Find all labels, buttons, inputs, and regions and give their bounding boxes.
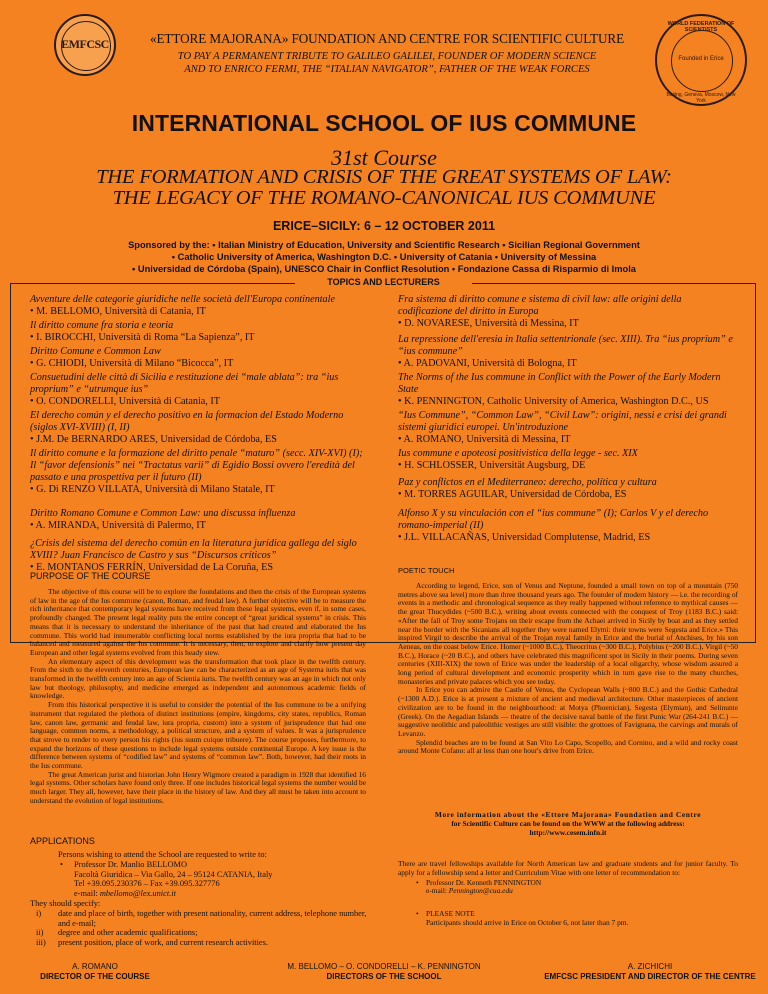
- topic-right-1: [398, 294, 733, 330]
- topic-right-3: [398, 372, 733, 408]
- note-block: [398, 910, 738, 928]
- item-number: i): [36, 908, 42, 918]
- tribute-line-1: TO PAY A PERMANENT TRIBUTE TO GALILEO GALILEI, FOUNDER OF MODERN SCIENCE: [177, 51, 597, 62]
- sponsors-line2: • Catholic University of America, Washington D.C. • University of Catania • University of Messina: [171, 252, 597, 262]
- tribute-line-2: AND TO ENRICO FERMI, THE “ITALIAN NAVIGATOR”, FATHER OF THE WEAK FORCES: [184, 64, 590, 75]
- topic-left-7: [30, 508, 365, 532]
- wfs-seal-sub: Founded in Erice: [678, 56, 724, 62]
- topics-frame-top-left: [10, 283, 295, 284]
- purpose-body: [30, 588, 366, 806]
- fellowship-block: [398, 860, 738, 928]
- contact-email-link[interactable]: mbellomo@lex.unict.it: [99, 889, 176, 899]
- topic-lecturer: • K. PENNINGTON, Catholic University of America, Washington D.C., US: [398, 396, 709, 407]
- poetic-heading: POETIC TOUCH: [398, 566, 455, 575]
- footer-middle-role: DIRECTORS OF THE SCHOOL: [326, 971, 442, 981]
- item-text: degree and other academic qualifications;: [58, 928, 198, 938]
- fellowship-contact-name: Professor Dr. Kenneth PENNINGTON: [426, 877, 542, 887]
- topic-left-3: [30, 346, 365, 370]
- topic-lecturer: • A. MIRANDA, Università di Palermo, IT: [30, 520, 206, 531]
- topic-title: Fra sistema di diritto comune e sistema di civil law: alle origini della codificazione del diritto in Europa: [398, 294, 682, 317]
- footer-right: [540, 962, 760, 981]
- note-label: PLEASE NOTE: [426, 909, 475, 919]
- emfcsc-seal-text: EMFCSC: [61, 37, 109, 51]
- topic-title: Il diritto comune e la formazione del diritto penale “maturo” (secc. XIV-XVI) (I); Il “favor defensionis” nei “Tractatus varii” di Egidio Bossi ovvero l'eredità del passato e una prospettiva per il futuro (II): [30, 448, 363, 483]
- applications-body: [30, 850, 375, 948]
- purpose-heading: PURPOSE OF THE COURSE: [30, 571, 151, 581]
- course-title-line1: THE FORMATION AND CRISIS OF THE GREAT SYSTEMS OF LAW:: [96, 166, 672, 188]
- topic-title: El derecho común y el derecho positivo en la formacion del Estado Moderno (siglos XVI-XVIII) (I, II): [30, 410, 344, 433]
- fellowship-contact: [398, 879, 738, 897]
- topics-frame-top-right: [472, 283, 756, 284]
- topic-lecturer: • G. Di RENZO VILLATA, Università di Milano Statale, IT: [30, 484, 275, 495]
- footer-left-role: DIRECTOR OF THE COURSE: [40, 971, 150, 981]
- poetic-paragraph: According to legend, Erice, son of Venus and Neptune, founded a small town on top of a mountain (750 metres above sea level) more than three thousand years ago. The founder of modern history — i.e. the recording of events in a methodic and chronological sequence as they really happened without reference to mythical causes — the great Thucydides (~500 B.C.), writing about events connected with the conquest of Troy (1183 B.C.) said: «After the fall of Troy some Trojans on their escape from the Achaei arrived in Sicily by boat and as they settled near the border with the Sicanians all together they were named Elymi: their towns were Segesta and Erice.» This inspired Virgil to describe the arrival of the Trojan royal family in Erice and the burial of Anchises, by his son Aeneas, on the coast below Erice. Homer (~1000 B.C.), Theocritus (~300 B.C.), Polybius (~200 B.C.), Virgil (~50 B.C.), Horace (~20 B.C.), and others have celebrated this magnificent spot in Sicily in their poems. During seven centuries (XIII-XIX) the town of Erice was under the leadership of a local oligarchy, whose wisdom assured a long period of cultural development and economic prosperity which in turn gave rise to the many churches, monasteries and private palaces which you see today.: [398, 581, 738, 686]
- contact-phone: Tel +39.095.230376 – Fax +39.095.327776: [74, 879, 220, 889]
- topic-right-7: [398, 508, 733, 544]
- poetic-paragraph: In Erice you can admire the Castle of Venus, the Cyclopean Walls (~800 B.C.) and the Gothic Cathedral (~1300 A.D.). Erice is at present a mixture of ancient and medieval architecture. Other masterpieces of ancient civilization are to be found in the neighbourhood: at Motya (Phoenician), Segesta (Elymian), and Selinunte (Greek). On the Aegadian Islands — theatre of the decisive naval battle of the first Punic War (264-241 B.C.) — suggestive neolithic and paleolithic vestiges are still visible: the grottoes of Favignana, the carvings and murals of Levanzo.: [398, 685, 738, 738]
- purpose-paragraph: The objective of this course will be to explore the foundations and then the crisis of the European systems of law in the age of the Ius commune (canon, Roman, and feudal law). A further objective will be to measure the rich inheritance that contemporary legal systems have received from these legal systems, even if, in some cases, profoundly changed. The present legal reality puts the entire concept of “great juridical systems” in crisis. This means that it is necessary to understand the inheritance of the past that had created and elaborated the Ius commune. This world had innumerable conflicting local norms established by the iura propria that had to be balanced and measured against the Ius commune. It is necessary, then, to explore and clarify how present day European and other legal systems evolved from this heady stew.: [30, 587, 366, 657]
- topics-header: TOPICS AND LECTURERS: [327, 277, 440, 287]
- topic-left-6: [30, 448, 365, 496]
- bullet-icon: •: [416, 877, 419, 887]
- email-label: e-mail:: [426, 886, 449, 896]
- footer-right-role: EMFCSC PRESIDENT AND DIRECTOR OF THE CENTRE: [544, 971, 756, 981]
- applications-heading: APPLICATIONS: [30, 836, 95, 846]
- topic-right-6: [398, 477, 733, 501]
- fellowship-email-link[interactable]: Pennington@cua.edu: [448, 886, 513, 896]
- fellowship-email-row: [426, 887, 738, 896]
- topic-lecturer: • D. NOVARESE, Università di Messina, IT: [398, 318, 579, 329]
- poetic-body: [398, 582, 738, 756]
- requirement-item: [30, 938, 375, 948]
- applications-intro: Persons wishing to attend the School are requested to write to:: [58, 850, 267, 859]
- topic-title: The Norms of the Ius commune in Conflict with the Power of the Early Modern State: [398, 372, 721, 395]
- topic-title: ¿Crisis del sistema del derecho común en la literatura jurídica gallega del siglo XVIII? Juan Francisco de Castro y sus “Discursos críticos”: [30, 538, 357, 561]
- school-title: INTERNATIONAL SCHOOL OF IUS COMMUNE: [131, 110, 637, 136]
- topic-lecturer: • M. BELLOMO, Università di Catania, IT: [30, 306, 206, 317]
- sponsors-line3: • Universidad de Córdoba (Spain), UNESCO Chair in Conflict Resolution • Fondazione Cassa di Risparmio di Imola: [132, 264, 636, 274]
- topic-title: Alfonso X y su vinculación con el “ius commune” (I); Carlos V y el derecho romano-imperial (II): [398, 508, 709, 531]
- contact-block: [30, 860, 375, 899]
- topic-left-2: [30, 320, 365, 344]
- topic-left-4: [30, 372, 365, 408]
- topic-lecturer: • M. TORRES AGUILAR, Universidad de Córdoba, ES: [398, 489, 627, 500]
- topic-title: Il diritto comune fra storia e teoria: [30, 320, 174, 331]
- topic-lecturer: • A. PADOVANI, Università di Bologna, IT: [398, 358, 577, 369]
- topic-lecturer: • E. MONTANOS FERRÍN, Universidad de La Coruña, ES: [30, 562, 273, 573]
- topic-lecturer: • G. CHIODI, Università di Milano “Bicocca”, IT: [30, 358, 234, 369]
- wfs-seal-text: WORLD FEDERATION OF SCIENTISTS: [667, 21, 735, 33]
- topic-lecturer: • H. SCHLOSSER, Universität Augsburg, DE: [398, 460, 586, 471]
- topic-lecturer: • J.M. De BERNARDO ARES, Universidad de Córdoba, ES: [30, 434, 277, 445]
- more-info-url[interactable]: http://www.cesem.infn.it: [529, 828, 607, 837]
- topic-title: Ius commune e apoteosi positivistica della legge - sec. XIX: [398, 448, 638, 459]
- topic-lecturer: • A. ROMANO, Università di Messina, IT: [398, 434, 571, 445]
- topic-title: Avventure delle categorie giuridiche nelle società dell'Europa continentale: [30, 294, 335, 305]
- footer-middle: [248, 962, 520, 981]
- topic-title: “Ius Commune”, “Common Law”, “Civil Law”: origini, nessi e crisi dei grandi sistemi giuridici europei. Un'introduzione: [398, 410, 727, 433]
- topic-title: La repressione dell'eresia in Italia settentrionale (sec. XIII). Tra “ius proprium” e “ius commune”: [398, 334, 733, 357]
- topic-left-1: [30, 294, 365, 318]
- topic-right-4: [398, 410, 733, 446]
- purpose-paragraph: The great American jurist and historian John Henry Wigmore created a paradigm in 1928 that identified 16 legal systems. Other scholars have found only three. If one includes historical legal systems the number would be much larger. They all, however, have their place in the history of law. And they all must be taken into account to understand the evolution of legal institutions.: [30, 769, 366, 805]
- footer-right-name: A. ZICHICHI: [627, 962, 673, 971]
- item-number: ii): [36, 928, 44, 938]
- note-text: Participants should arrive in Erice on October 6, not later than 7 pm.: [426, 917, 629, 927]
- foundation-line: «ETTORE MAJORANA» FOUNDATION AND CENTRE FOR SCIENTIFIC CULTURE: [149, 31, 625, 46]
- contact-email-row: [74, 889, 375, 899]
- topic-lecturer: • O. CONDORELLI, Università di Catania, IT: [30, 396, 221, 407]
- topic-right-2: [398, 334, 733, 370]
- footer-middle-names: M. BELLOMO – O. CONDORELLI – K. PENNINGTON: [287, 962, 481, 971]
- email-label: e-mail:: [74, 889, 100, 899]
- footer-left: [20, 962, 170, 981]
- contact-address: Facoltà Giuridica – Via Gallo, 24 – 95124 CATANIA, Italy: [74, 869, 273, 879]
- emfcsc-seal-logo: [54, 14, 116, 76]
- topic-title: Diritto Comune e Common Law: [30, 346, 161, 357]
- event-dates: ERICE–SICILY: 6 – 12 OCTOBER 2011: [272, 219, 496, 233]
- more-info-line1: More information about the «Ettore Majorana» Foundation and Centre: [434, 810, 702, 819]
- item-number: iii): [36, 938, 46, 948]
- bullet-icon: •: [416, 909, 419, 919]
- more-info-line2: for Scientific Culture can be found on the WWW at the following address:: [451, 819, 685, 828]
- topic-title: Consuetudini delle città di Sicilia e restituzione dei “male ablata”: tra “ius proprium” e “utrumque ius”: [30, 372, 339, 395]
- poetic-paragraph: Splendid beaches are to be found at San Vito Lo Capo, Scopello, and Cornino, and a wild and rocky coast around Monte Cofano: all at less than one hour's drive from Erice.: [398, 737, 738, 756]
- course-title-line2: THE LEGACY OF THE ROMANO-CANONICAL IUS COMMUNE: [112, 187, 656, 209]
- wfs-seal-cities: Beijing, Geneva, Moscow, New York: [666, 92, 736, 104]
- sponsors-line1: Sponsored by the: • Italian Ministry of Education, University and Scientific Research • Sicilian Regional Government: [128, 240, 640, 250]
- requirement-item: [30, 909, 375, 929]
- wfs-seal-logo: [655, 14, 747, 106]
- fellowship-text: There are travel fellowships available for North American law and graduate students and for junior faculty. To apply for a fellowship send a letter and Curriculum Vitae with one letter of recommendation to:: [398, 859, 738, 877]
- contact-name: Professor Dr. Manlio BELLOMO: [74, 859, 188, 869]
- more-info: [398, 810, 738, 837]
- topic-left-5: [30, 410, 365, 446]
- topic-lecturer: • J.L. VILLACAÑAS, Universidad Complutense, Madrid, ES: [398, 532, 651, 543]
- item-text: date and place of birth, together with present nationality, current address, telephone number, and e-mail;: [58, 908, 367, 928]
- topic-right-5: [398, 448, 733, 472]
- bullet-icon: •: [60, 859, 63, 869]
- course-number: 31st Course: [331, 145, 437, 170]
- specify-label: They should specify:: [30, 898, 101, 908]
- topic-title: Paz y conflictos en el Mediterraneo: derecho, política y cultura: [398, 477, 657, 488]
- requirement-item: [30, 928, 375, 938]
- item-text: present position, place of work, and current research activities.: [58, 938, 268, 948]
- footer-left-name: A. ROMANO: [72, 962, 118, 971]
- purpose-paragraph: An elementary aspect of this development was the transformation that took place in the twelfth century. From the sixth to the eleventh centuries, European law can be characterized as an age of Systema iuris that was transformed in the twelfth century into an age of Scientia iuris. The twelfth century was an age in which not only law but theology, philosophy, and medicine emerged as independent and autonomous academic fields of knowledge.: [30, 656, 366, 701]
- topic-title: Diritto Romano Comune e Common Law: una discussa influenza: [30, 508, 296, 519]
- topic-lecturer: • I. BIROCCHI, Università di Roma “La Sapienza”, IT: [30, 332, 255, 343]
- topic-left-8: [30, 538, 365, 574]
- purpose-paragraph: From this historical perspective it is useful to consider the potential of the Ius commune to be a unifying instrument that regulated the plethora of distinct institutions (empire, kingdoms, city states, republics, Roman law, canon law, germanic and feudal law, iura propria, custom) into a system of jurisprudence that had one language, common norms, a methodology, a political structure, and a system of values. It was a jurisprudence that strove to render to every person his rights (ius suum cuique tribuere). The course proposes, furthermore, to expand the horizons of these questions to include legal systems outside continental Europe. A key issue is the difference between systems of “codified law” and systems of “common law”. Both, however, had their roots in the Ius commune.: [30, 700, 366, 771]
